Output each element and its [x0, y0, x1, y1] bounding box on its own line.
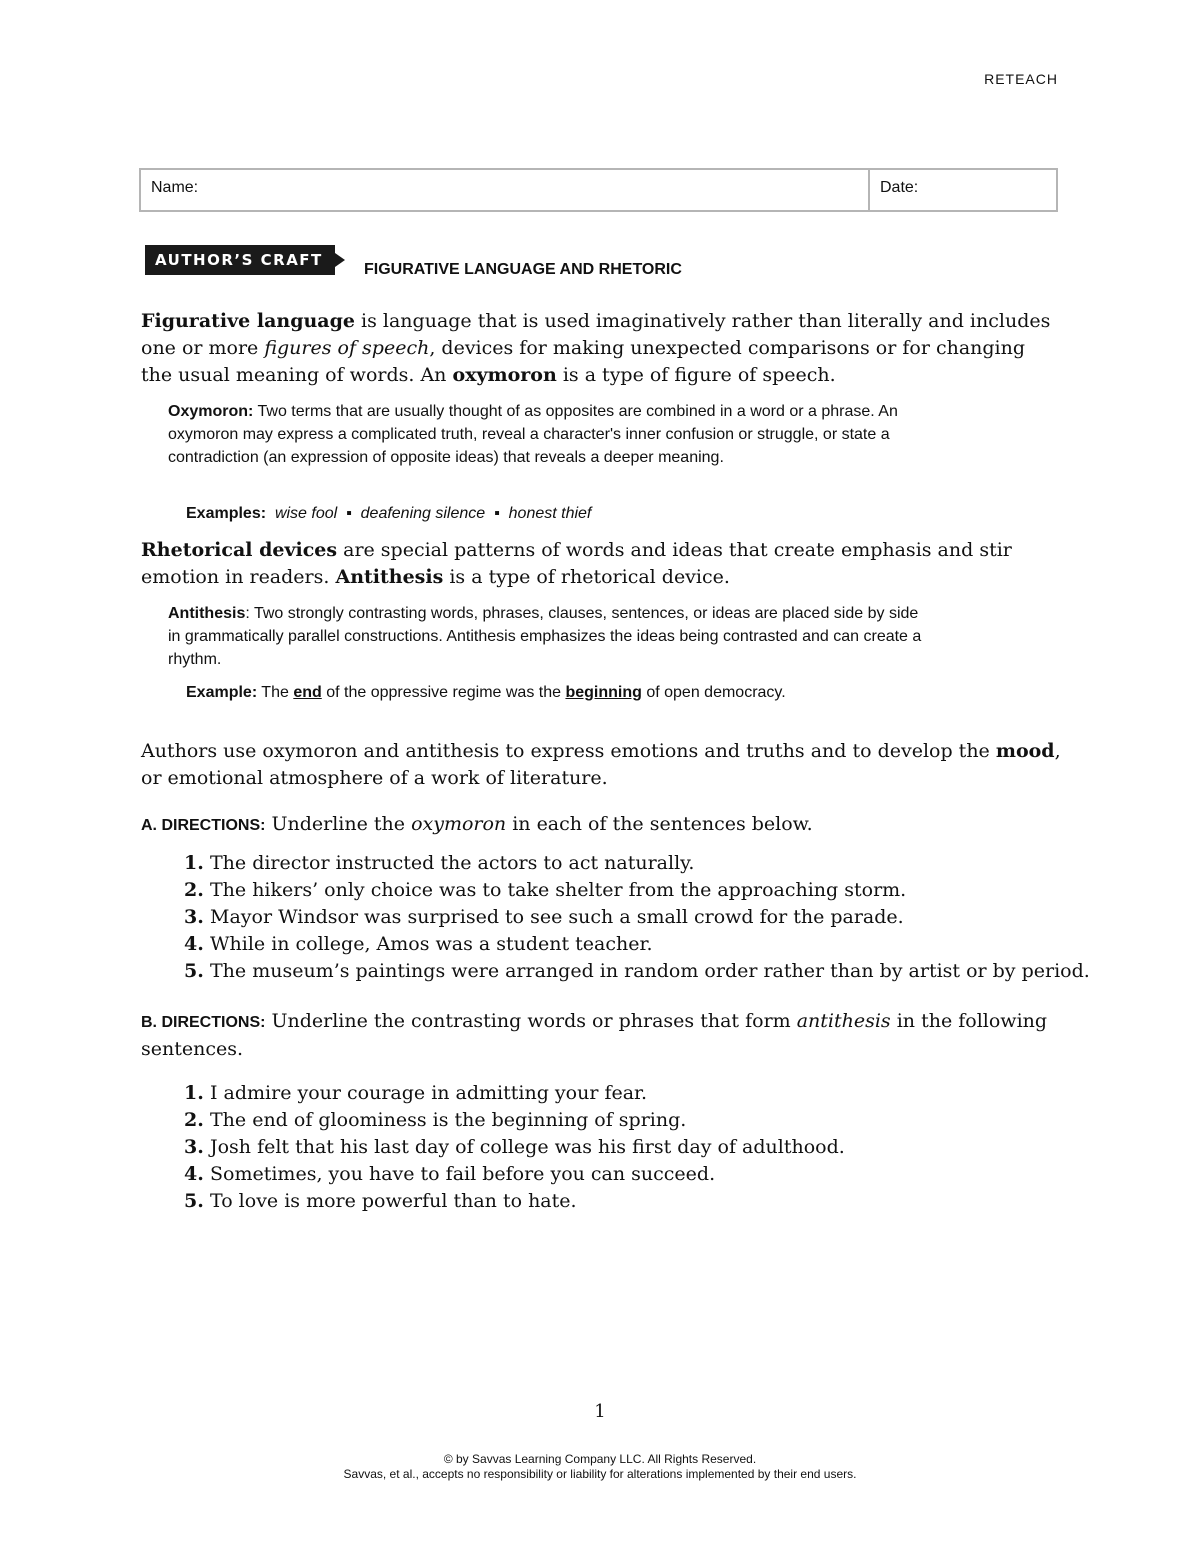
footer — [0, 1452, 1200, 1482]
underlined-word-beginning: beginning — [565, 684, 642, 701]
example-label: Example: — [186, 684, 258, 701]
part-a-label: A. DIRECTIONS: — [141, 817, 266, 834]
date-label: Date: — [880, 179, 919, 196]
copyright-line: © by Savvas Learning Company LLC. All Rights Reserved. — [443, 1452, 757, 1466]
rhetoric-paragraph: Rhetorical devices are special patterns of words and ideas that create emphasis and stir emotion in readers. Antithesis is a type of rhetorical device. — [141, 539, 1012, 588]
antithesis-definition: Antithesis: Two strongly contrasting words, phrases, clauses, sentences, or ideas are placed side by side in grammatically parallel constructions. Antithesis emphasizes the ideas being contrasted and can create a rhythm. — [168, 605, 922, 668]
closing-paragraph: Authors use oxymoron and antithesis to express emotions and truths and to develop the mood, or emotional atmosphere of a work of literature. — [141, 740, 1061, 789]
antithesis-label: Antithesis — [168, 605, 246, 622]
part-b-list — [184, 1080, 845, 1215]
term-rhetorical-devices: Rhetorical devices — [141, 539, 338, 561]
list-item: 2. The hikers’ only choice was to take shelter from the approaching storm. — [184, 879, 907, 901]
list-item: 2. The end of gloominess is the beginning of spring. — [184, 1109, 687, 1131]
term-mood: mood — [995, 740, 1055, 762]
example-item: wise fool — [274, 505, 338, 522]
list-item: 5. The museum’s paintings were arranged in random order rather than by artist or by period. — [184, 960, 1090, 982]
page-number: 1 — [594, 1401, 606, 1422]
disclaimer-line: Savvas, et al., accepts no responsibility or liability for alterations implemented by their end users. — [343, 1467, 857, 1481]
authors-craft-tag: AUTHOR’S CRAFT — [145, 245, 335, 275]
part-a-list — [184, 850, 1090, 985]
underlined-word-end: end — [293, 684, 322, 701]
name-date-box — [139, 168, 1058, 212]
intro-paragraph: Figurative language is language that is used imaginatively rather than literally and includes one or more figures of speech, devices for making unexpected comparisons or for changing the usual meaning of words. An oxymoron is a type of figure of speech. — [141, 310, 1051, 386]
oxymoron-definition: Oxymoron: Two terms that are usually thought of as opposites are combined in a word or a phrase. An oxymoron may express a complicated truth, reveal a character's inner confusion or struggle, or state a contradiction (an expression of opposite ideas) that reveals a deeper meaning. — [168, 403, 898, 466]
list-item: 3. Mayor Windsor was surprised to see such a small crowd for the parade. — [184, 906, 904, 928]
examples-label: Examples: — [186, 505, 267, 522]
date-field[interactable] — [870, 170, 1056, 210]
part-b-directions: B. DIRECTIONS: Underline the contrasting words or phrases that form antithesis in the following sentences. — [141, 1010, 1048, 1060]
oxymoron-examples — [186, 502, 846, 525]
term-figurative-language: Figurative language — [141, 310, 355, 332]
list-item: 5. To love is more powerful than to hate. — [184, 1190, 577, 1212]
antithesis-example: Example: The end of the oppressive regime was the beginning of open democracy. — [186, 684, 786, 701]
name-field[interactable] — [141, 170, 870, 210]
bullet-icon: ▪ — [494, 505, 500, 522]
term-oxymoron: oxymoron — [452, 364, 557, 386]
oxymoron-label: Oxymoron: — [168, 403, 254, 420]
part-a-directions: A. DIRECTIONS: Underline the oxymoron in each of the sentences below. — [141, 813, 813, 835]
section-title: FIGURATIVE LANGUAGE AND RHETORIC — [364, 261, 682, 278]
term-figures-of-speech: figures of speech — [264, 337, 430, 359]
name-label: Name: — [151, 179, 199, 196]
example-item: deafening silence — [360, 505, 486, 522]
list-item: 4. Sometimes, you have to fail before you can succeed. — [184, 1163, 716, 1185]
list-item: 4. While in college, Amos was a student teacher. — [184, 933, 653, 955]
bullet-icon: ▪ — [346, 505, 352, 522]
list-item: 1. I admire your courage in admitting your fear. — [184, 1082, 648, 1104]
example-item: honest thief — [508, 505, 592, 522]
reteach-label: RETEACH — [984, 71, 1058, 87]
term-antithesis: Antithesis — [335, 566, 444, 588]
list-item: 3. Josh felt that his last day of college was his first day of adulthood. — [184, 1136, 845, 1158]
list-item: 1. The director instructed the actors to act naturally. — [184, 852, 695, 874]
part-b-label: B. DIRECTIONS: — [141, 1014, 266, 1031]
